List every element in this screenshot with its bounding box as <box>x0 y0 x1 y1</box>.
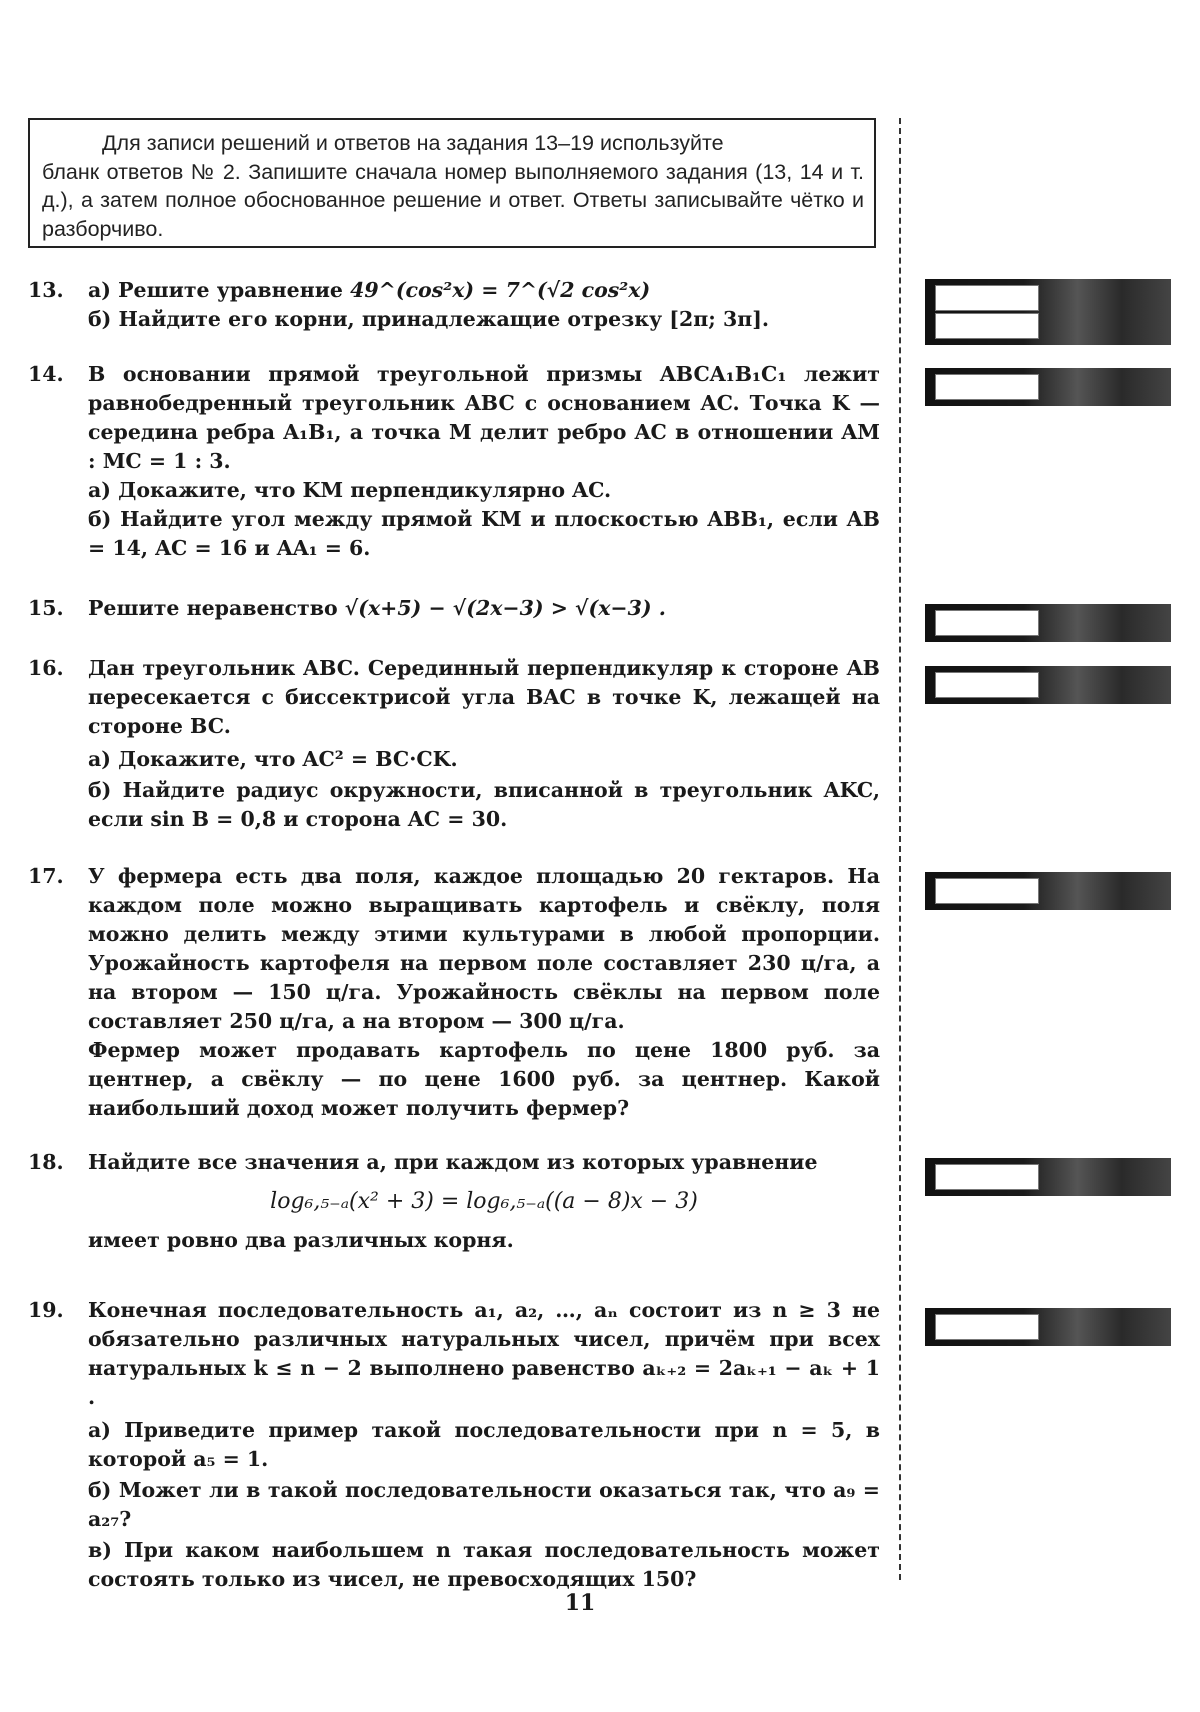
grading-box-17 <box>925 872 1171 910</box>
task-16-text: Дан треугольник ABC. Серединный перпендикуляр к стороне AB пересекается с биссектрисой угла BAC в точке K, лежащей на стороне BC. <box>88 656 880 738</box>
grading-box-16 <box>925 666 1171 704</box>
score-cell <box>935 1314 1039 1340</box>
task-18-formula: log₆,₅₋ₐ(x² + 3) = log₆,₅₋ₐ((a − 8)x − 3) <box>270 1189 698 1214</box>
task-19-a: а) Приведите пример такой последовательности при n = 5, в которой a₅ = 1. <box>88 1418 880 1471</box>
task-number: 17. <box>28 864 64 888</box>
task-14-text: В основании прямой треугольной призмы ABCA₁B₁C₁ лежит равнобедренный треугольник ABC с основанием AC. Точка K — середина ребра A₁B₁, а точка M делит ребро AC в отношении AM : MC = 1 : 3. <box>88 362 880 473</box>
task-13-a-prefix: а) Решите уравнение <box>88 278 343 302</box>
task-13-b: б) Найдите его корни, принадлежащие отрезку [2π; 3π]. <box>88 307 770 331</box>
score-cell <box>935 313 1039 339</box>
task-number: 19. <box>28 1298 64 1322</box>
instructions-line1: Для записи решений и ответов на задания 13–19 используйте <box>102 131 724 155</box>
grading-box-19 <box>925 1308 1171 1346</box>
task-19 <box>28 1296 880 1594</box>
page-number: 11 <box>564 1590 596 1616</box>
task-19-c: в) При каком наибольшем n такая последовательность может состоять только из чисел, не превосходящих 150? <box>88 1538 880 1591</box>
grading-box-15 <box>925 604 1171 642</box>
grading-box-13 <box>925 279 1171 345</box>
task-15 <box>28 594 880 623</box>
task-19-b: б) Может ли в такой последовательности оказаться так, что a₉ = a₂₇? <box>88 1478 880 1531</box>
task-17-p1: У фермера есть два поля, каждое площадью 20 гектаров. На каждом поле можно выращивать картофель и свёклу, поля можно делить между этими культурами в любой пропорции. Урожайность картофеля на первом поле составляет 230 ц/га, а на втором — 150 ц/га. Урожайность свёклы на первом поле составляет 250 ц/га, а на втором — 300 ц/га. <box>88 864 880 1033</box>
grading-box-14 <box>925 368 1171 406</box>
task-number: 14. <box>28 362 64 386</box>
score-cell <box>935 285 1039 311</box>
task-number: 15. <box>28 596 64 620</box>
task-14-a: а) Докажите, что KM перпендикулярно AC. <box>88 478 612 502</box>
task-16-b: б) Найдите радиус окружности, вписанной в треугольник AKC, если sin B = 0,8 и сторона AC = 30. <box>88 778 880 831</box>
task-number: 13. <box>28 278 64 302</box>
task-13 <box>28 276 880 334</box>
grading-box-18 <box>925 1158 1171 1196</box>
instructions-rest: бланк ответов № 2. Запишите сначала номер выполняемого задания (13, 14 и т. д.), а затем полное обоснованное решение и ответ. Ответы записывайте чётко и разборчиво. <box>42 159 864 241</box>
task-13-formula: 49^(cos²x) = 7^(√2 cos²x) <box>350 278 651 302</box>
task-18-p1: Найдите все значения a, при каждом из которых уравнение <box>88 1150 818 1174</box>
task-15-formula: √(x+5) − √(2x−3) > √(x−3) . <box>344 596 666 620</box>
task-17-p2: Фермер может продавать картофель по цене 1800 руб. за центнер, а свёклу — по цене 1600 руб. за центнер. Какой наибольший доход может получить фермер? <box>88 1038 880 1120</box>
task-16 <box>28 654 880 834</box>
score-cell <box>935 1164 1039 1190</box>
score-cell <box>935 374 1039 400</box>
task-14-b: б) Найдите угол между прямой KM и плоскостью ABB₁, если AB = 14, AC = 16 и AA₁ = 6. <box>88 507 880 560</box>
cut-line <box>899 118 901 1580</box>
task-19-text: Конечная последовательность a₁, a₂, …, aₙ состоит из n ≥ 3 не обязательно различных натуральных чисел, причём при всех натуральных k ≤ n − 2 выполнено равенство aₖ₊₂ = 2aₖ₊₁ − aₖ + 1 . <box>88 1298 880 1409</box>
score-cell <box>935 672 1039 698</box>
task-14 <box>28 360 880 563</box>
task-18 <box>28 1148 880 1255</box>
task-17 <box>28 862 880 1123</box>
task-18-p2: имеет ровно два различных корня. <box>88 1228 514 1252</box>
instructions-box <box>28 118 876 248</box>
task-15-prefix: Решите неравенство <box>88 596 338 620</box>
score-cell <box>935 878 1039 904</box>
task-number: 18. <box>28 1150 64 1174</box>
score-cell <box>935 610 1039 636</box>
task-number: 16. <box>28 656 64 680</box>
task-16-a: а) Докажите, что AC² = BC·CK. <box>88 747 458 771</box>
